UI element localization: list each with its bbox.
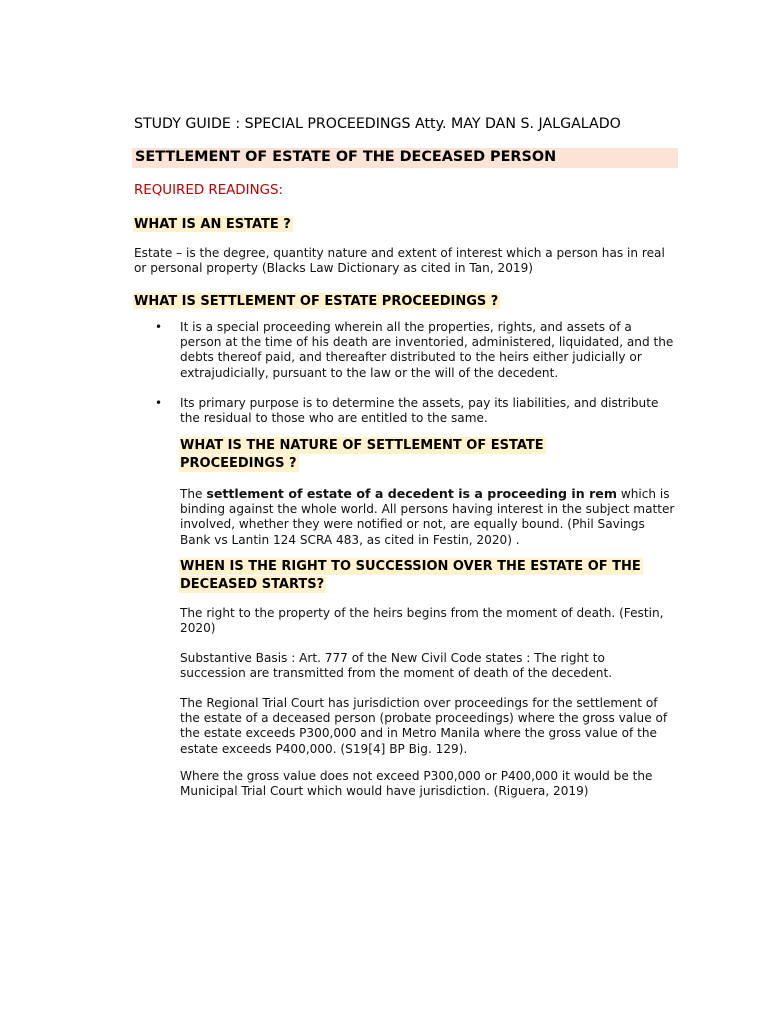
mtc-line: Where the gross value does not exceed P300,000 or P400,000 it would be the: [180, 769, 653, 783]
list-item: [134, 396, 679, 426]
estate-definition: [134, 246, 679, 276]
bullet-line: It is a special proceeding wherein all the properties, rights, and assets of a: [180, 320, 632, 334]
heirs-line: 2020): [180, 621, 216, 636]
heading-settlement-proceedings: [133, 290, 500, 309]
heading-nature-of-settlement: [179, 437, 546, 473]
estate-line: or personal property (Blacks Law Dictionary as cited in Tan, 2019): [134, 261, 534, 276]
bullet-line: extrajudicially, pursuant to the law or the will of the decedent.: [180, 365, 559, 380]
mtc-jurisdiction-paragraph: [180, 769, 680, 799]
title-highlight: [132, 148, 678, 168]
nature-paragraph: [180, 486, 680, 548]
settlement-bullet-list: [134, 320, 679, 441]
nature-rest: which is: [616, 487, 670, 501]
heirs-line: The right to the property of the heirs begins from the moment of death. (Festin,: [180, 606, 664, 620]
heading-estate-text: WHAT IS AN ESTATE ?: [134, 217, 291, 232]
bullet-line: the residual to those who are entitled to the same.: [180, 411, 488, 426]
mtc-line: Municipal Trial Court which would have jurisdiction. (Riguera, 2019): [180, 784, 589, 799]
heading-what-is-estate: [133, 213, 293, 232]
heading-succession-line: WHEN IS THE RIGHT TO SUCCESSION OVER THE ESTATE OF THE: [180, 559, 641, 574]
nature-line: Bank vs Lantin 124 SCRA 483, as cited in Festin, 2020) .: [180, 532, 520, 547]
nature-line: involved, whether they were notified or not, are equally bound. (Phil Savings: [180, 517, 645, 532]
heading-succession-line: DECEASED STARTS?: [180, 577, 325, 592]
estate-line: Estate – is the degree, quantity nature and extent of interest which a person has in real: [134, 246, 665, 260]
rtc-line: the estate of a deceased person (probate proceedings) where the gross value of: [180, 711, 668, 726]
heirs-paragraph: [180, 606, 680, 636]
nature-lead: The: [180, 487, 207, 501]
basis-line: succession are transmitted from the moment of death of the decedent.: [180, 666, 613, 681]
bullet-icon: •: [155, 395, 163, 410]
document-title: SETTLEMENT OF ESTATE OF THE DECEASED PERSON: [135, 149, 557, 165]
heading-nature-line: PROCEEDINGS ?: [180, 456, 297, 471]
heading-settlement-text: WHAT IS SETTLEMENT OF ESTATE PROCEEDINGS ?: [134, 294, 499, 309]
bullet-line: debts thereof paid, and thereafter distributed to the heirs either judicially or: [180, 350, 642, 365]
document-header: STUDY GUIDE : SPECIAL PROCEEDINGS Atty. MAY DAN S. JALGALADO: [134, 116, 621, 132]
rtc-line: The Regional Trial Court has jurisdiction over proceedings for the settlement of: [180, 696, 658, 710]
bullet-icon: •: [155, 320, 163, 334]
nature-line: binding against the whole world. All persons having interest in the subject matter: [180, 502, 675, 517]
heading-nature-line: WHAT IS THE NATURE OF SETTLEMENT OF ESTATE: [180, 438, 544, 453]
bullet-line: person at the time of his death are inventoried, administered, liquidated, and the: [180, 335, 674, 350]
rtc-jurisdiction-paragraph: [180, 696, 680, 757]
rtc-line: the estate exceeds P300,000 and in Metro Manila where the gross value of the: [180, 726, 657, 741]
nature-bold: settlement of estate of a decedent is a proceeding in rem: [206, 486, 617, 501]
bullet-line: Its primary purpose is to determine the assets, pay its liabilities, and distribute: [180, 395, 659, 410]
required-readings-label: REQUIRED READINGS:: [134, 183, 283, 198]
nature-line: [180, 486, 680, 502]
list-item: [134, 320, 679, 381]
heading-right-to-succession: [179, 558, 643, 594]
rtc-line: estate exceeds P400,000. (S19[4] BP Big. 129).: [180, 741, 468, 756]
basis-line: Substantive Basis : Art. 777 of the New Civil Code states : The right to: [180, 651, 605, 665]
substantive-basis-paragraph: [180, 651, 680, 681]
